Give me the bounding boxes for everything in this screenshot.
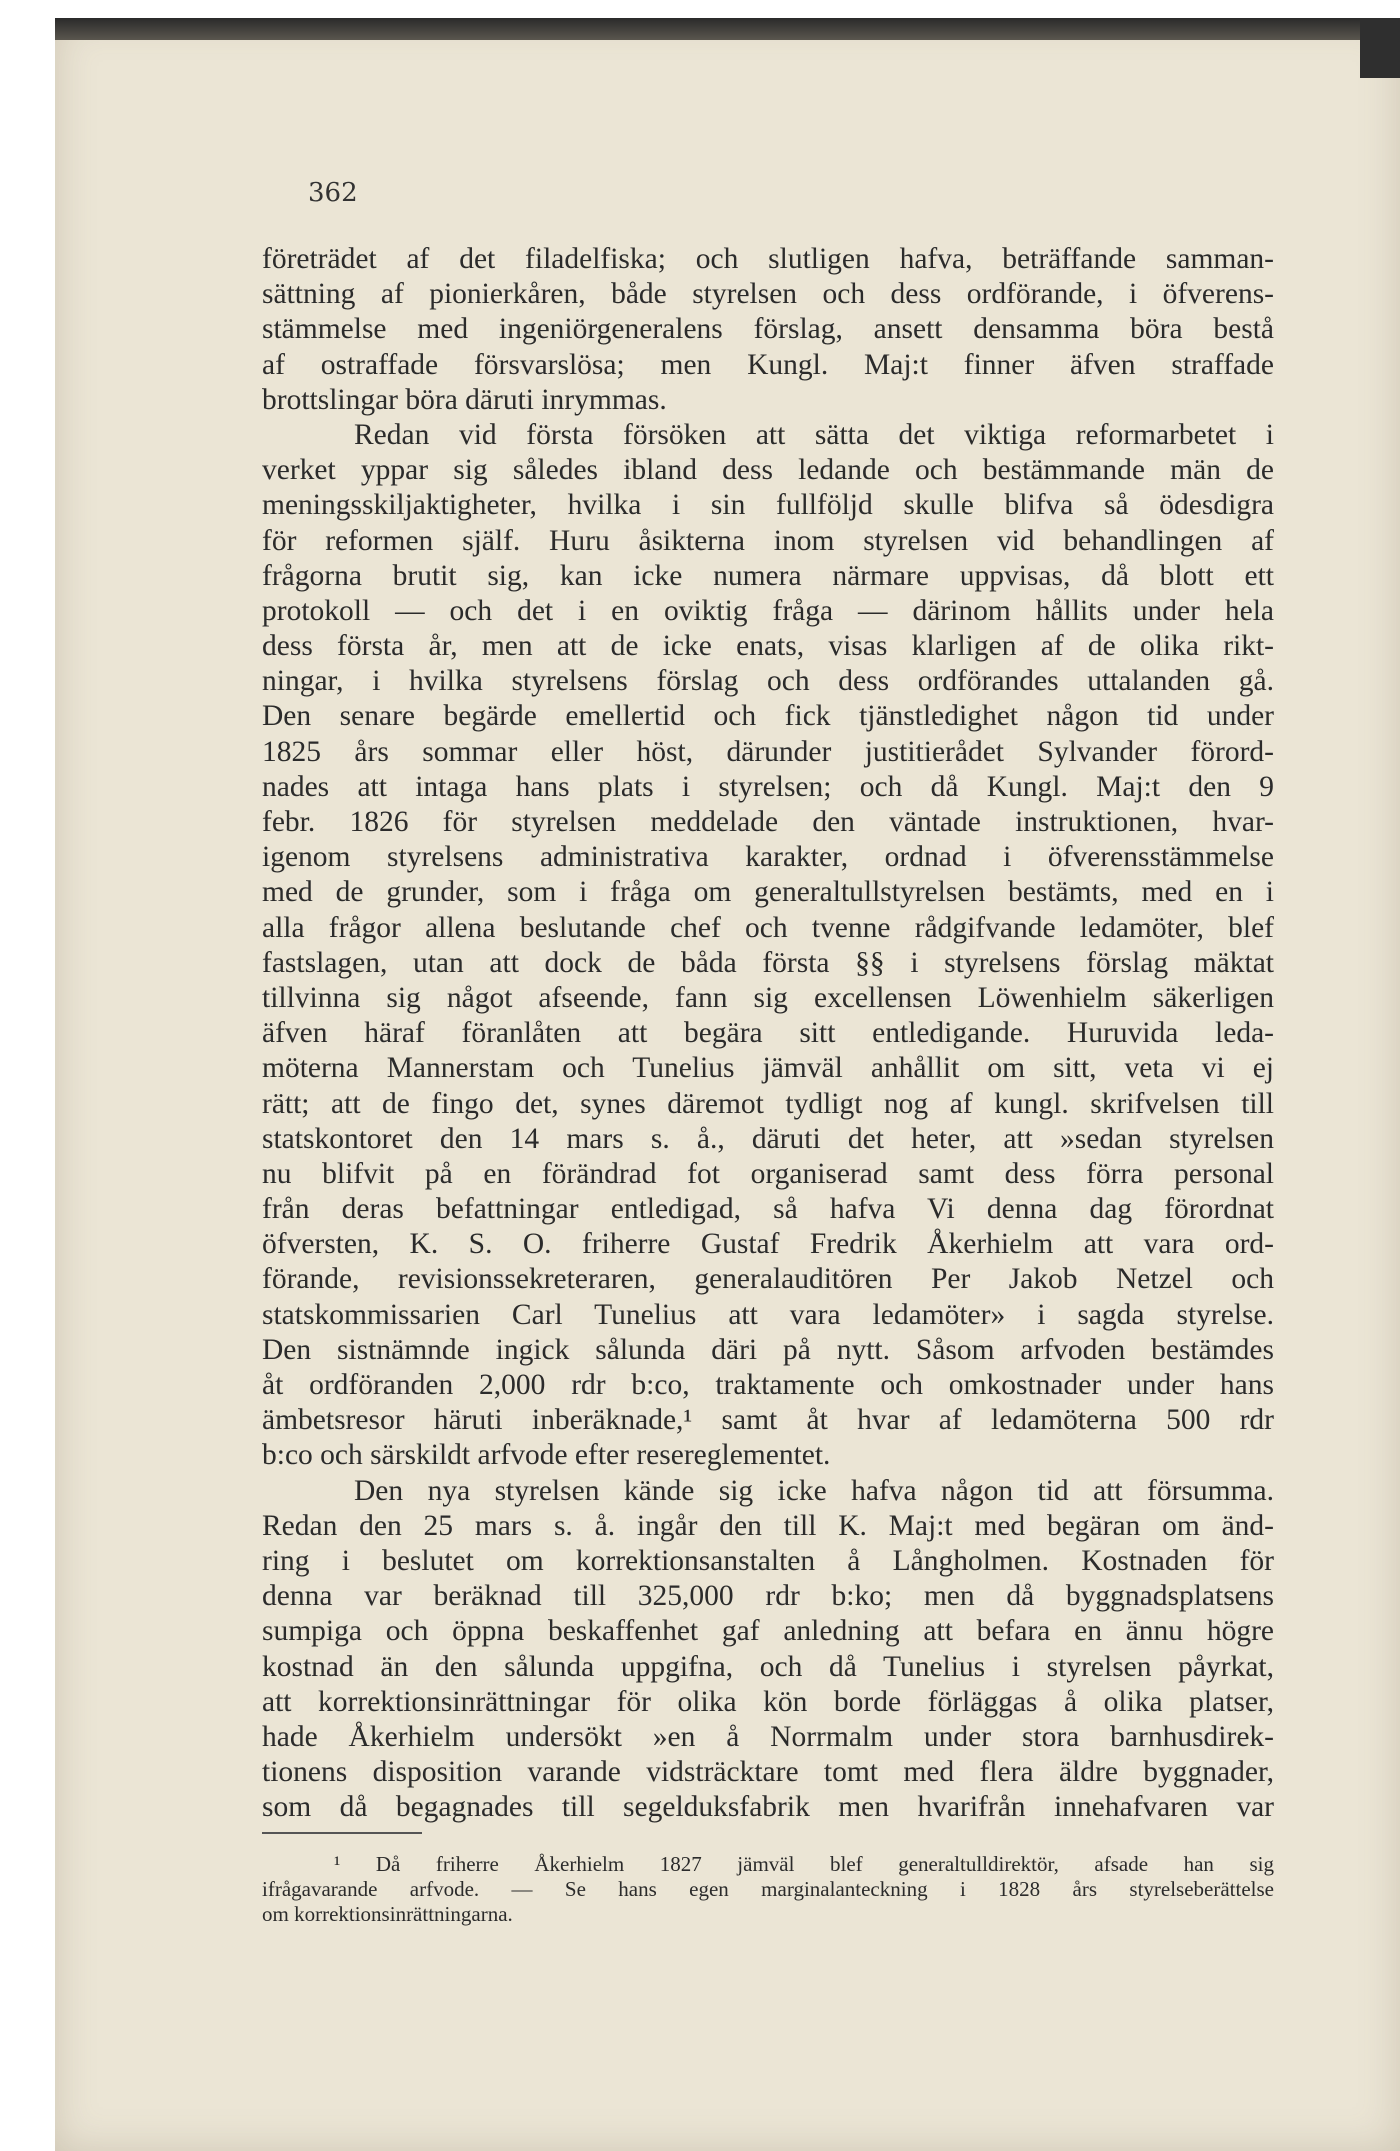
text-line: hade Åkerhielm undersökt »en å Norrmalm under stora barnhusdirek- (262, 1720, 1274, 1753)
text-line: frågorna brutit sig, kan icke numera närmare uppvisas, då blott ett (262, 559, 1274, 592)
text-line: att korrektionsinrättningar för olika kön borde förläggas å olika platser, (262, 1685, 1274, 1718)
text-line: fastslagen, utan att dock de båda första §§ i styrelsens förslag mäktat (262, 946, 1274, 979)
footnote-rule (262, 1832, 422, 1834)
text-line: dess första år, men att de icke enats, visas klarligen af de olika rikt- (262, 630, 1274, 663)
text-line: som då begagnades till segelduksfabrik men hvarifrån innehafvaren var (262, 1791, 1274, 1824)
text-line: protokoll — och det i en oviktig fråga — därinom hållits under hela (262, 594, 1274, 627)
text-line: b:co och särskildt arfvode efter resereglementet. (262, 1439, 831, 1472)
text-line: statskommissarien Carl Tunelius att vara ledamöter» i sagda styrelse. (262, 1298, 1274, 1331)
body-text (262, 242, 1274, 1825)
text-line: ring i beslutet om korrektionsanstalten å Långholmen. Kostnaden för (262, 1544, 1274, 1577)
text-line: igenom styrelsens administrativa karakter, ordnad i öfverensstämmelse (262, 841, 1274, 874)
text-line: åt ordföranden 2,000 rdr b:co, traktamente och omkostnader under hans (262, 1369, 1274, 1401)
text-line: tionens disposition varande vidsträcktare tomt med flera äldre byggnader, (262, 1756, 1274, 1789)
text-line: från deras befattningar entledigad, så hafva Vi denna dag förordnat (262, 1193, 1274, 1226)
text-line: ningar, i hvilka styrelsens förslag och dess ordförandes uttalanden gå. (262, 665, 1274, 698)
text-line: nu blifvit på en förändrad fot organiserad samt dess förra personal (262, 1157, 1274, 1190)
text-line: alla frågor allena beslutande chef och tvenne rådgifvande ledamöter, blef (262, 911, 1274, 944)
text-line: tillvinna sig något afseende, fann sig excellensen Löwenhielm säkerligen (262, 981, 1274, 1014)
text-line: brottslingar böra däruti inrymmas. (262, 383, 667, 416)
text-line: kostnad än den sålunda uppgifna, och då Tunelius i styrelsen påyrkat, (262, 1650, 1274, 1683)
scan-top-edge (55, 18, 1400, 40)
text-line: meningsskiljaktigheter, hvilka i sin fullföljd skulle blifva så ödesdigra (262, 489, 1274, 522)
footnote-line: ¹ Då friherre Åkerhielm 1827 jämväl blef generaltulldirektör, afsade han sig (334, 1852, 1274, 1876)
text-line: Den nya styrelsen kände sig icke hafva någon tid att försumma. (354, 1474, 1274, 1507)
text-line: äfven häraf föranlåten att begära sitt entledigande. Huruvida leda- (262, 1017, 1274, 1050)
text-line: febr. 1826 för styrelsen meddelade den väntade instruktionen, hvar- (262, 806, 1274, 838)
footnote-line: ifrågavarande arfvode. — Se hans egen marginalanteckning i 1828 års styrelseberättelse (262, 1877, 1274, 1901)
text-line: Den senare begärde emellertid och fick tjänstledighet någon tid under (262, 700, 1274, 733)
text-line: för reformen själf. Huru åsikterna inom styrelsen vid behandlingen af (262, 524, 1274, 557)
text-line: Redan vid första försöken att sätta det viktiga reformarbetet i (354, 418, 1274, 451)
text-line: ämbetsresor häruti inberäknade,¹ samt åt hvar af ledamöterna 500 rdr (262, 1404, 1274, 1437)
text-line: Den sistnämnde ingick sålunda däri på nytt. Såsom arfvoden bestämdes (262, 1333, 1274, 1366)
text-line: möterna Mannerstam och Tunelius jämväl anhållit om sitt, veta vi ej (262, 1052, 1274, 1085)
text-line: nades att intaga hans plats i styrelsen; och då Kungl. Maj:t den 9 (262, 770, 1274, 803)
text-line: stämmelse med ingeniörgeneralens förslag, ansett densamma böra bestå (262, 313, 1274, 346)
text-line: af ostraffade försvarslösa; men Kungl. Maj:t finner äfven straffade (262, 348, 1274, 381)
text-line: med de grunder, som i fråga om generaltullstyrelsen bestämts, med en i (262, 876, 1274, 909)
footnote-line: om korrektionsinrättningarna. (262, 1902, 513, 1926)
text-line: 1825 års sommar eller höst, därunder justitierådet Sylvander förord- (262, 735, 1274, 768)
text-line: företrädet af det filadelfiska; och slutligen hafva, beträffande samman- (262, 243, 1274, 275)
text-line: sumpiga och öppna beskaffenhet gaf anledning att befara en ännu högre (262, 1615, 1274, 1648)
text-line: denna var beräknad till 325,000 rdr b:ko; men då byggnadsplatsens (262, 1580, 1274, 1613)
text-line: sättning af pionierkåren, både styrelsen och dess ordförande, i öfverens- (262, 278, 1274, 311)
text-line: öfversten, K. S. O. friherre Gustaf Fredrik Åkerhielm att vara ord- (262, 1228, 1274, 1261)
footnote (262, 1852, 1274, 1927)
text-line: rätt; att de fingo det, synes däremot tydligt nog af kungl. skrifvelsen till (262, 1087, 1274, 1120)
page-number: 362 (308, 178, 358, 208)
text-line: verket yppar sig således ibland dess ledande och bestämmande män de (262, 454, 1274, 487)
text-line: statskontoret den 14 mars s. å., däruti det heter, att »sedan styrelsen (262, 1122, 1274, 1155)
text-line: Redan den 25 mars s. å. ingår den till K. Maj:t med begäran om änd- (262, 1509, 1274, 1542)
text-line: förande, revisionssekreteraren, generalauditören Per Jakob Netzel och (262, 1263, 1274, 1296)
